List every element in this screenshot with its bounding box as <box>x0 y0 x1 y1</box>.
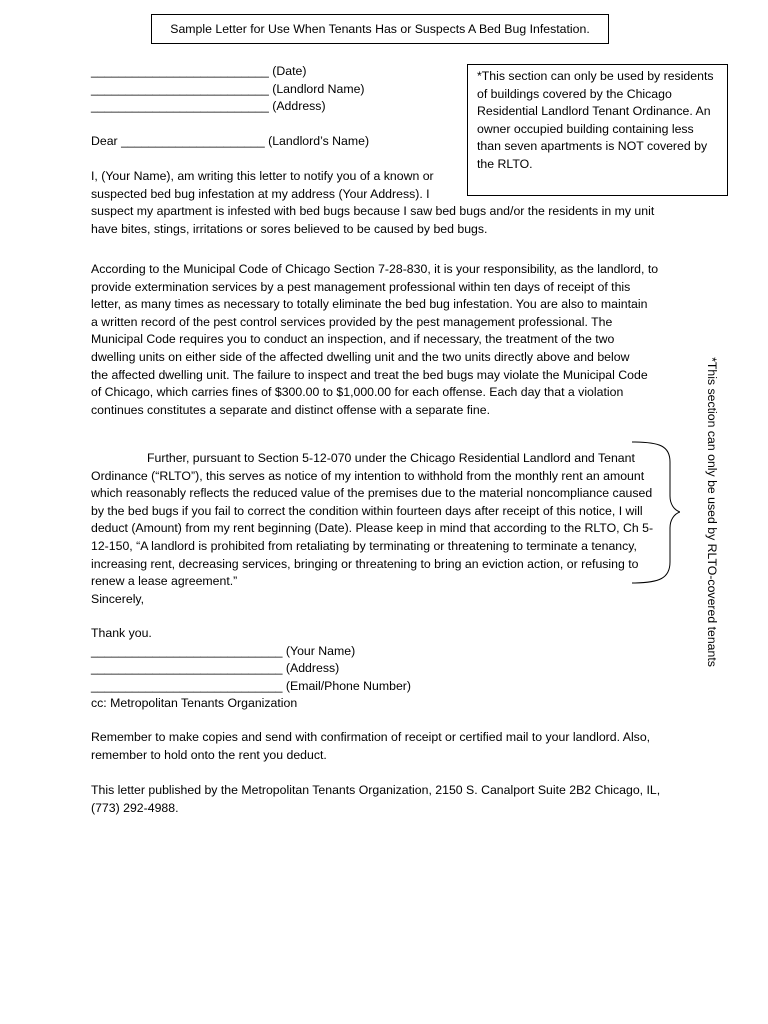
publisher-paragraph <box>91 782 681 817</box>
publisher-line: (773) 292-4988. <box>91 800 179 815</box>
municipal-code-paragraph <box>91 261 681 419</box>
header-fields <box>91 63 365 116</box>
ordinance-line: letter, as many times as necessary to totally eliminate the bed bug infestation. You are also to maintain <box>91 297 648 312</box>
address-field <box>91 98 365 116</box>
rlto-line: which reasonably reflects the reduced value of the premises due to the material noncompliance caused <box>91 486 653 501</box>
brace-bracket-icon <box>630 440 680 585</box>
intro-line: have bites, stings, irritations or sores believed to be caused by bed bugs. <box>91 221 488 236</box>
date-field <box>91 63 365 81</box>
sincerely-line: Sincerely, <box>91 591 145 606</box>
ordinance-line: Municipal Code requires you to conduct an inspection, and if necessary, the treatment of the two <box>91 332 615 347</box>
your-address-blank: ____________________________ <box>91 661 283 676</box>
landlord-name-blank: __________________________ <box>91 81 269 96</box>
address-label: (Address) <box>272 99 326 114</box>
signature-block <box>91 625 681 713</box>
your-address-field <box>91 660 681 678</box>
ordinance-line: dwelling units on either side of the affected dwelling unit and the two units directly above and below <box>91 349 630 364</box>
reminder-line: Remember to make copies and send with confirmation of receipt or certified mail to your landlord. Also, <box>91 730 651 744</box>
address-blank: __________________________ <box>91 99 269 114</box>
ordinance-line: continues constitutes a separate and distinct offense with a separate fine. <box>91 402 490 417</box>
ordinance-line: the affected dwelling unit. The failure to inspect and treat the bed bugs may violate the Municipal Code <box>91 367 648 382</box>
landlord-name-field <box>91 81 365 99</box>
closing-line: Thank you. <box>91 626 152 640</box>
date-blank: __________________________ <box>91 64 269 78</box>
intro-line: suspect my apartment is infested with bed bugs because I saw bed bugs and/or the residents in my unit <box>91 204 655 219</box>
rlto-paragraph <box>91 450 681 608</box>
rlto-line: by the bed bugs if you fail to correct the condition within fourteen days after receipt of this notice, I will <box>91 503 643 518</box>
email-phone-label: (Email/Phone Number) <box>285 678 411 693</box>
rlto-note-text: *This section can only be used by residents of buildings covered by the Chicago Residential Landlord Tenant Ordinance. An owner occupied building containing less than seven apartments is NOT covered by the RLTO. <box>477 69 714 171</box>
intro-paragraph <box>91 168 681 238</box>
rlto-line: increasing rent, decreasing services, bringing or threatening to bring an eviction action, or refusing to <box>91 556 639 571</box>
rlto-side-note: *This section can only be used by RLTO-covered tenants <box>705 357 719 667</box>
your-name-label: (Your Name) <box>285 643 356 658</box>
landlord-name-label: (Landlord Name) <box>272 81 365 96</box>
letter-title: Sample Letter for Use When Tenants Has or Suspects A Bed Bug Infestation. <box>170 22 590 36</box>
ordinance-line: According to the Municipal Code of Chicago Section 7-28-830, it is your responsibility, as the landlord, to <box>91 262 659 276</box>
rlto-line: renew a lease agreement.” <box>91 574 238 589</box>
cc-line: cc: Metropolitan Tenants Organization <box>91 696 298 711</box>
rlto-line: deduct (Amount) from my rent beginning (Date). Please keep in mind that according to the RLTO, Ch 5- <box>91 521 654 536</box>
email-phone-field <box>91 678 681 696</box>
date-label: (Date) <box>272 64 307 78</box>
ordinance-line: a written record of the pest control services provided by the pest management professional. The <box>91 314 613 329</box>
salutation-label: (Landlord’s Name) <box>268 134 370 148</box>
salutation <box>91 133 369 151</box>
your-name-field <box>91 643 681 661</box>
rlto-line: Further, pursuant to Section 5-12-070 under the Chicago Residential Landlord and Tenant <box>147 451 635 465</box>
intro-line: I, (Your Name), am writing this letter to notify you of a known or <box>91 169 434 183</box>
reminder-line: remember to hold onto the rent you deduct. <box>91 747 327 762</box>
rlto-line: 12-150, “A landlord is prohibited from retaliating by terminating or threatening to terminate a tenancy, <box>91 538 637 553</box>
letter-title-box <box>151 14 609 44</box>
intro-line: suspected bed bug infestation at my address (Your Address). I <box>91 186 430 201</box>
your-address-label: (Address) <box>285 661 340 676</box>
salutation-prefix: Dear <box>91 134 118 148</box>
your-name-blank: ____________________________ <box>91 643 283 658</box>
salutation-blank: _____________________ <box>121 134 265 148</box>
rlto-line: Ordinance (“RLTO”), this serves as notice of my intention to withhold from the monthly rent an amount <box>91 468 645 483</box>
reminder-paragraph <box>91 729 681 764</box>
publisher-line: This letter published by the Metropolitan Tenants Organization, 2150 S. Canalport Suite 2B2 Chicago, IL, <box>91 783 661 797</box>
ordinance-line: of Chicago, which carries fines of $300.00 to $1,000.00 for each offense. Each day that a violation <box>91 385 624 400</box>
ordinance-line: provide extermination services by a pest management professional within ten days of receipt of this <box>91 279 631 294</box>
email-phone-blank: ____________________________ <box>91 678 283 693</box>
